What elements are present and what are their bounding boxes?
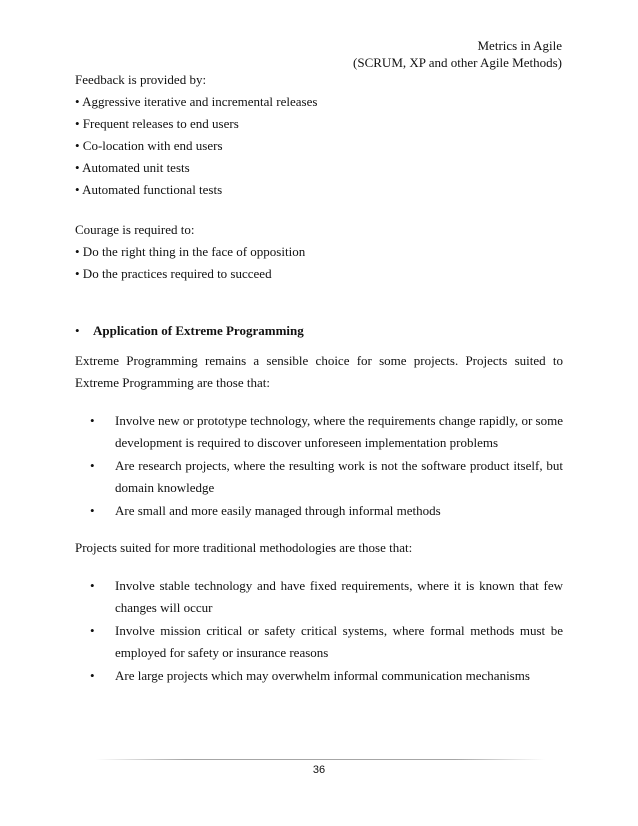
list-item: • Involve stable technology and have fixed requirements, where it is known that few changes will occur bbox=[90, 578, 563, 615]
courage-intro: Courage is required to: bbox=[75, 222, 195, 237]
list-item: • Are research projects, where the resulting work is not the software product itself, but domain knowledge bbox=[90, 458, 563, 495]
header-title: Metrics in Agile bbox=[477, 38, 562, 53]
footer-divider bbox=[95, 759, 545, 760]
list-item: • Involve mission critical or safety critical systems, where formal methods must be employed for safety or insurance reasons bbox=[90, 623, 563, 660]
feedback-intro: Feedback is provided by: bbox=[75, 72, 207, 87]
page-number: 36 bbox=[312, 764, 326, 776]
feedback-item: • Aggressive iterative and incremental releases bbox=[75, 94, 318, 109]
list-item: • Are large projects which may overwhelm informal communication mechanisms bbox=[90, 668, 530, 683]
feedback-item: • Automated unit tests bbox=[75, 160, 190, 175]
page-content bbox=[75, 69, 563, 688]
courage-item: • Do the right thing in the face of opposition bbox=[75, 244, 306, 259]
header-subtitle: (SCRUM, XP and other Agile Methods) bbox=[353, 55, 562, 70]
xp-suited-list bbox=[75, 410, 563, 522]
courage-item: • Do the practices required to succeed bbox=[75, 266, 272, 281]
list-item: • Involve new or prototype technology, where the requirements change rapidly, or some development is required to discover unforeseen implementation problems bbox=[90, 413, 563, 450]
running-header bbox=[353, 37, 562, 71]
traditional-suited-list bbox=[75, 575, 563, 687]
heading-bullet: • bbox=[75, 323, 80, 338]
section-heading-text: Application of Extreme Programming bbox=[93, 323, 304, 338]
intro-paragraph: Extreme Programming remains a sensible choice for some projects. Projects suited to Extreme Programming are those that: bbox=[75, 353, 563, 390]
section-heading bbox=[75, 320, 563, 342]
list-item: • Are small and more easily managed through informal methods bbox=[90, 503, 441, 518]
feedback-item: • Frequent releases to end users bbox=[75, 116, 239, 131]
feedback-item: • Co-location with end users bbox=[75, 138, 223, 153]
feedback-item: • Automated functional tests bbox=[75, 182, 223, 197]
traditional-intro: Projects suited for more traditional methodologies are those that: bbox=[75, 540, 413, 555]
